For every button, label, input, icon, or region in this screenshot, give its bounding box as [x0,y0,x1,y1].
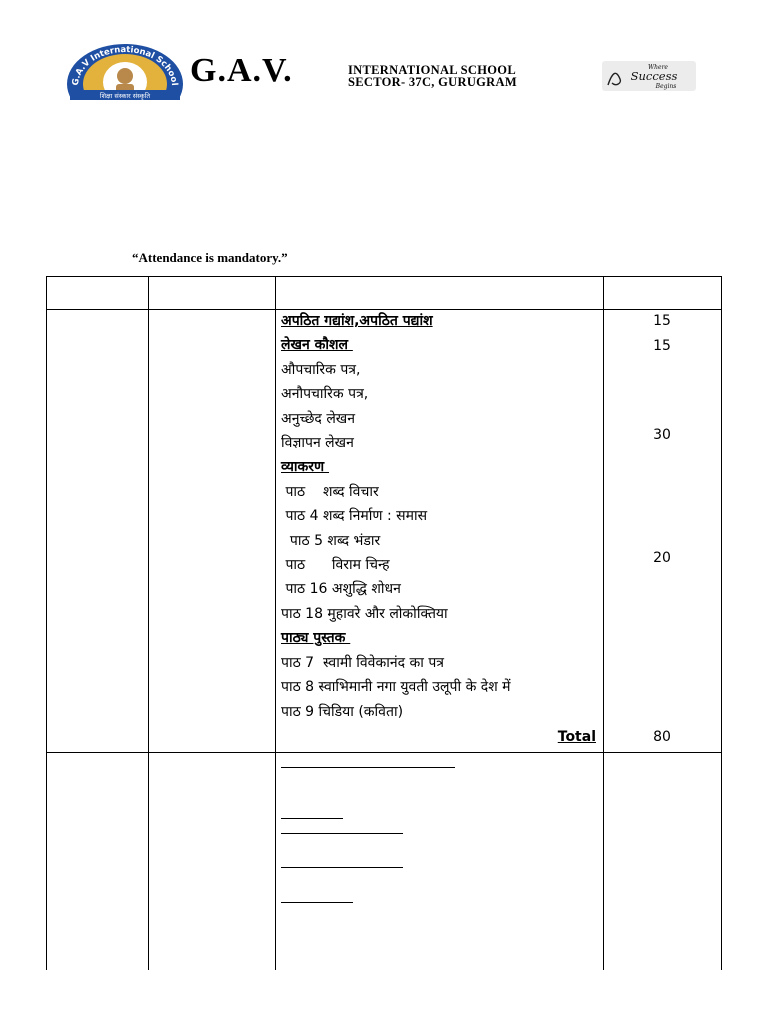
syllabus-content [281,309,599,724]
tagline-badge-icon [602,61,696,91]
syllabus-topic: पाठ 4 शब्द निर्माण : समास [281,508,428,525]
syllabus-topic: पाठ 16 अशुद्धि शोधन [281,581,401,598]
marks-unseen-passage: 15 [653,313,671,329]
marks-grammar: 20 [653,550,671,566]
syllabus-topic: पाठ 8 स्वाभिमानी नगा युवती उलूपी के देश में [281,679,511,696]
syllabus-topic: पाठ विराम चिन्ह [281,557,390,574]
logo-motto: शिक्षा संस्कार संस्कृति [99,92,151,100]
marks-writing-total: 30 [653,427,671,443]
blank-line [281,833,403,834]
logo-ring-text: G.A.V International School [70,44,180,87]
blank-line [281,867,403,868]
blank-line [281,818,343,819]
school-address [348,64,517,88]
syllabus-topic: औपचारिक पत्र, [281,361,361,378]
total-label: Total [557,729,596,745]
tagline-main: Success [630,69,678,83]
total-value: 80 [653,729,671,745]
tagline-top: Where [647,64,669,71]
syllabus-topic: पाठ 7 स्वामी विवेकानंद का पत्र [281,654,445,671]
school-logo-icon [64,40,186,100]
blank-line [281,767,455,768]
syllabus-section-heading: लेखन कौशल [281,337,353,354]
marks-writing-skills: 15 [653,338,671,354]
school-header [64,40,704,102]
school-initials: G.A.V. [190,52,293,89]
syllabus-topic: पाठ शब्द विचार [281,483,379,500]
school-line-2: SECTOR- 37C, GURUGRAM [348,75,517,89]
syllabus-topic: पाठ 5 शब्द भंडार [281,532,381,549]
syllabus-topic: विज्ञापन लेखन [281,435,354,452]
syllabus-section-heading: अपठित गद्यांश,अपठित पद्यांश [281,313,433,329]
blank-line [281,902,353,903]
syllabus-topic: अनौपचारिक पत्र, [281,386,369,403]
syllabus-section-heading: पाठ्य पुस्तक [281,630,351,647]
syllabus-topic: पाठ 18 मुहावरे और लोकोक्तिया [281,605,448,622]
tagline-bottom: Begins [655,83,677,90]
syllabus-topic: अनुच्छेद लेखन [281,410,356,427]
school-line-1: INTERNATIONAL SCHOOL [348,63,516,77]
syllabus-topic: पाठ 9 चिडिया (कविता) [281,703,404,720]
syllabus-section-heading: व्याकरण [281,459,330,476]
attendance-notice: “Attendance is mandatory.” [132,250,288,265]
